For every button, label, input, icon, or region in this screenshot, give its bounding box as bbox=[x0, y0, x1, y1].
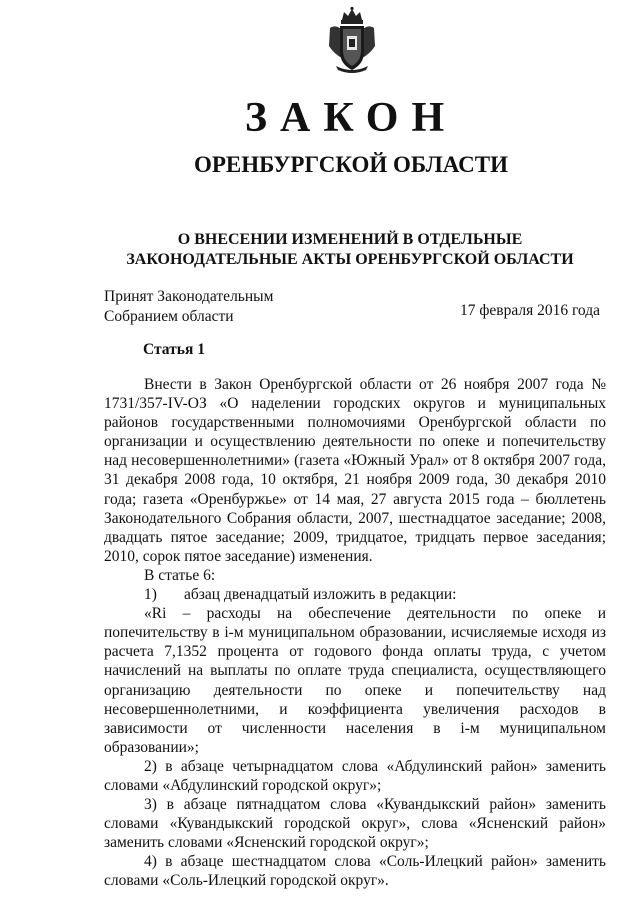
item-1-text: абзац двенадцатый изложить в редакции: bbox=[184, 586, 457, 604]
article-body bbox=[104, 375, 606, 891]
region-title: ОРЕНБУРГСКОЙ ОБЛАСТИ bbox=[193, 152, 509, 177]
law-subject: О ВНЕСЕНИИ ИЗМЕНЕНИЙ В ОТДЕЛЬНЫЕ ЗАКОНОДАТЕЛЬНЫЕ АКТЫ ОРЕНБУРГСКОЙ ОБЛАСТИ bbox=[126, 231, 574, 268]
section-reference: В статье 6: bbox=[144, 566, 216, 584]
article-heading: Статья 1 bbox=[143, 341, 205, 358]
law-title: ЗАКОН bbox=[244, 95, 458, 141]
list-item-4: 4) в абзаце шестнадцатом слова «Соль-Илецкий район» заменить словами «Соль-Илецкий городской округ». bbox=[104, 853, 606, 890]
article-intro: Внести в Закон Оренбургской области от 26 ноября 2007 года № 1731/357-IV-ОЗ «О наделении городских округов и муниципальных районов государственными полномочиями Оренбургской области по организации и осуществлению деятельности по опеке и попечительству над несовершеннолетними» (газета «Южный Урал» от 8 октября 2007 года, 31 декабря 2008 года, 10 октября, 21 ноября 2009 года, 30 декабря 2010 года; газета «Оренбуржье» от 14 мая, 27 августа 2015 года – бюллетень Законодательного Собрания области, 2007, шестнадцатое заседание; 2008, двадцать пятое заседание; 2009, тридцатое, тридцать первое заседания; 2010, сорок пятое заседание) изменения. bbox=[104, 376, 606, 565]
item-1-number: 1) bbox=[144, 586, 157, 604]
adoption-body bbox=[104, 287, 364, 327]
coat-of-arms-drawing bbox=[326, 6, 378, 74]
list-item-2: 2) в абзаце четырнадцатом слова «Абдулинский район» заменить словами «Абдулинский городской округ»; bbox=[104, 757, 606, 794]
adoption-date: 17 февраля 2016 года bbox=[459, 302, 600, 319]
adoption-line-2: Собранием области bbox=[104, 308, 234, 325]
coat-of-arms-icon bbox=[326, 6, 378, 74]
list-item-3: 3) в абзаце пятнадцатом слова «Кувандыкский район» заменить словами «Кувандыкский городской округ», слова «Ясненский район» заменить словами «Ясненский городской округ»; bbox=[104, 796, 606, 852]
list-item-1 bbox=[104, 585, 606, 604]
item-1-quote: «Ri – расходы на обеспечение деятельности по опеке и попечительству в i-м муниципальном образовании, исчисляемые исходя из расчета 7,1352 процента от годового фонда оплаты труда, с учетом начислений на выплаты по оплате труда специалиста, осуществляющего организацию деятельности по опеке и попечительству над несовершеннолетними, и коэффициента увеличения расходов в зависимости от численности населения в i-м муниципальном образовании»; bbox=[104, 605, 606, 756]
adoption-line-1: Принят Законодательным bbox=[104, 288, 274, 305]
